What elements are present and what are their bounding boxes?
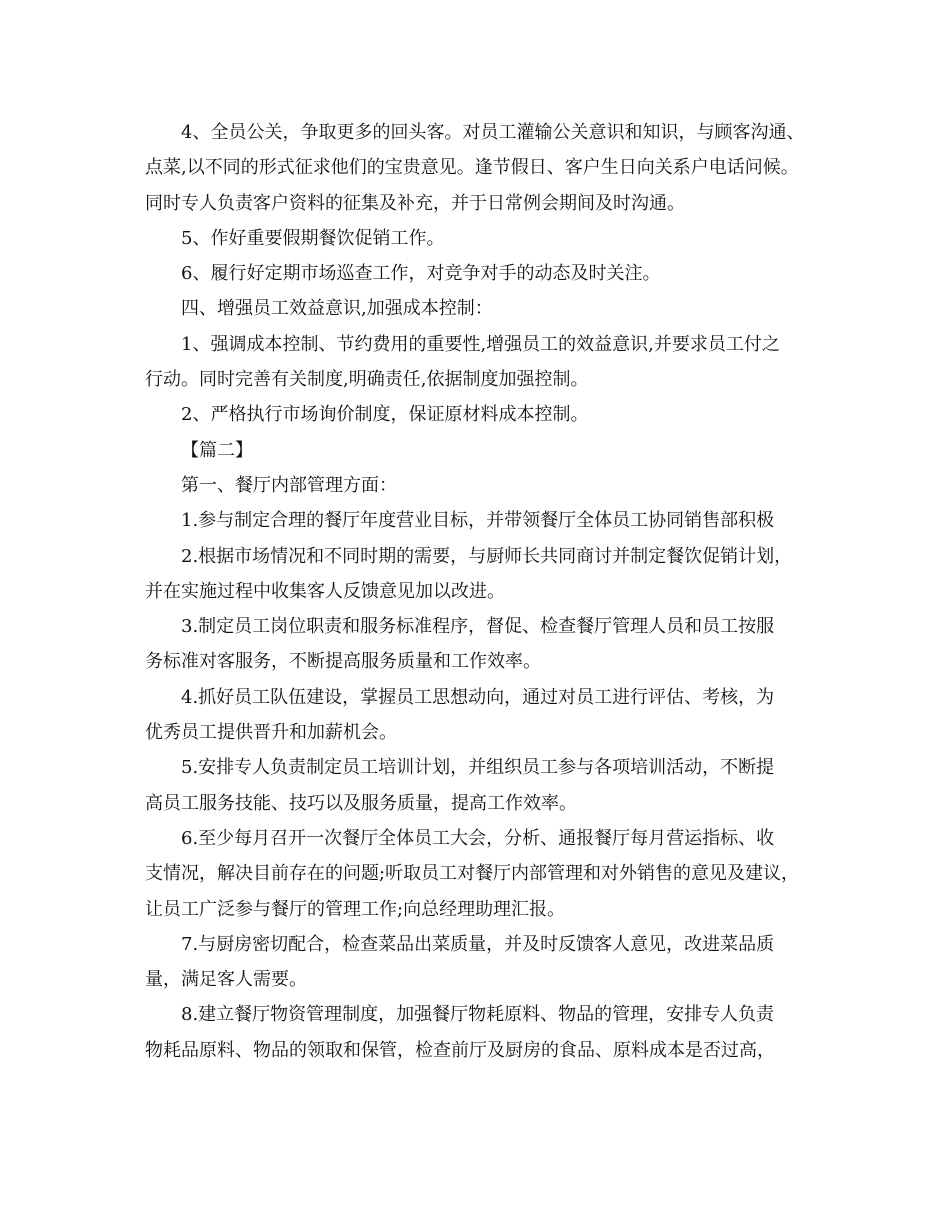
paragraph <box>145 997 925 1068</box>
paragraph <box>145 539 925 610</box>
paragraph <box>145 750 925 821</box>
paragraph <box>145 327 925 398</box>
text-line: 3.制定员工岗位职责和服务标准程序，督促、检查餐厅管理人员和员工按服 <box>181 616 775 638</box>
text-line: 7.与厨房密切配合，检查菜品出菜质量，并及时反馈客人意见，改进菜品质 <box>181 933 775 955</box>
text-line: 并在实施过程中收集客人反馈意见加以改进。 <box>145 580 505 602</box>
paragraph <box>145 821 925 927</box>
paragraph <box>145 221 925 256</box>
paragraph <box>145 503 925 538</box>
text-line: 1.参与制定合理的餐厅年度营业目标，并带领餐厅全体员工协同销售部积极 <box>181 510 775 532</box>
text-line: 四、增强员工效益意识,加强成本控制： <box>181 298 493 320</box>
paragraph <box>145 609 925 680</box>
text-line: 8.建立餐厅物资管理制度，加强餐厅物耗原料、物品的管理，安排专人负责 <box>181 1004 775 1026</box>
text-line: 同时专人负责客户资料的征集及补充，并于日常例会期间及时沟通。 <box>145 192 685 214</box>
document-body <box>145 115 925 1068</box>
text-line: 5、作好重要假期餐饮促销工作。 <box>181 227 445 249</box>
text-line: 点菜,以不同的形式征求他们的宝贵意见。逢节假日、客户生日向关系户电话问候。 <box>145 157 799 179</box>
text-line: 【篇二】 <box>181 439 253 461</box>
paragraph <box>145 115 925 221</box>
paragraph <box>145 927 925 998</box>
text-line: 物耗品原料、物品的领取和保管，检查前厅及厨房的食品、原料成本是否过高， <box>145 1039 775 1061</box>
paragraph <box>145 433 925 468</box>
text-line: 量，满足客人需要。 <box>145 969 307 991</box>
text-line: 让员工广泛参与餐厅的管理工作;向总经理助理汇报。 <box>145 898 566 920</box>
text-line: 2、严格执行市场询价制度，保证原材料成本控制。 <box>181 404 589 426</box>
text-line: 高员工服务技能、技巧以及服务质量，提高工作效率。 <box>145 792 577 814</box>
text-line: 4、全员公关，争取更多的回头客。对员工灌输公关意识和知识，与顾客沟通、 <box>181 122 805 143</box>
text-line: 2.根据市场情况和不同时期的需要，与厨师长共同商讨并制定餐饮促销计划， <box>181 545 793 567</box>
text-line: 第一、餐厅内部管理方面： <box>181 474 397 496</box>
paragraph <box>145 291 925 326</box>
text-line: 优秀员工提供晋升和加薪机会。 <box>145 722 397 744</box>
text-line: 6、履行好定期市场巡查工作，对竞争对手的动态及时关注。 <box>181 263 661 285</box>
text-line: 5.安排专人负责制定员工培训计划，并组织员工参与各项培训活动，不断提 <box>181 757 775 779</box>
text-line: 1、强调成本控制、节约费用的重要性,增强员工的效益意识,并要求员工付之 <box>181 333 780 355</box>
text-line: 支情况，解决目前存在的问题;听取员工对餐厅内部管理和对外销售的意见及建议， <box>145 863 800 885</box>
paragraph <box>145 256 925 291</box>
text-line: 6.至少每月召开一次餐厅全体员工大会，分析、通报餐厅每月营运指标、收 <box>181 827 775 849</box>
paragraph <box>145 468 925 503</box>
text-line: 4.抓好员工队伍建设，掌握员工思想动向，通过对员工进行评估、考核，为 <box>181 686 775 708</box>
text-line: 务标准对客服务，不断提高服务质量和工作效率。 <box>145 651 541 673</box>
paragraph <box>145 397 925 432</box>
paragraph <box>145 680 925 751</box>
text-line: 行动。同时完善有关制度,明确责任,依据制度加强控制。 <box>145 369 589 391</box>
